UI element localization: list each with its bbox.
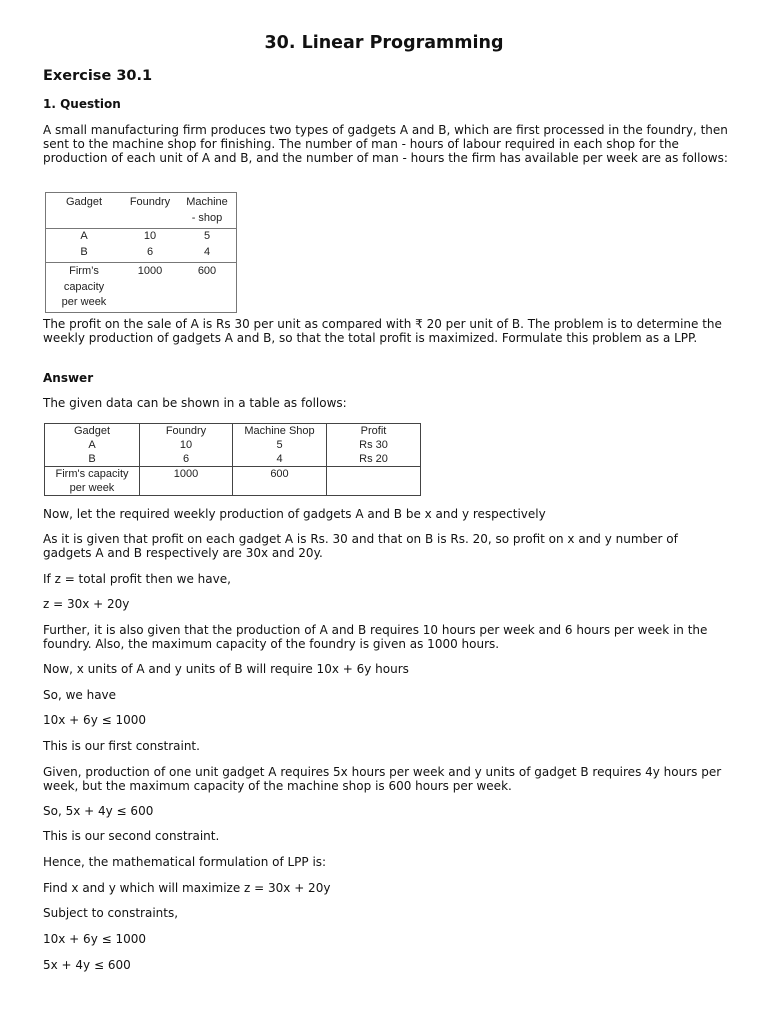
cap-line: capacity bbox=[63, 280, 105, 293]
table-cell: 4 bbox=[203, 245, 211, 258]
answer-equation: 10x + 6y ≤ 1000 bbox=[43, 713, 147, 727]
data-table bbox=[44, 423, 421, 496]
table-row bbox=[46, 263, 237, 313]
table-cell: Rs 30 bbox=[327, 438, 421, 452]
answer-equation: 5x + 4y ≤ 600 bbox=[43, 958, 131, 972]
question-text: A small manufacturing firm produces two types of gadgets A and B, which are first processed in the foundry, then sent to the machine shop for finishing. The number of man - hours of labour required in each shop for the production of each unit of A and B, and the number of man - hours the firm has available per week are as follows: bbox=[43, 123, 728, 165]
exercise-heading: Exercise 30.1 bbox=[43, 68, 153, 84]
table-cell: 4 bbox=[233, 452, 327, 467]
table-cell: 6 bbox=[146, 245, 154, 258]
table-cell: 600 bbox=[233, 467, 327, 496]
table-header-cell bbox=[178, 193, 237, 229]
table-row bbox=[46, 245, 237, 263]
table-header-cell: Gadget bbox=[46, 193, 123, 229]
answer-paragraph: Now, let the required weekly production of gadgets A and B be x and y respectively bbox=[43, 507, 546, 521]
header-line: - shop bbox=[191, 211, 223, 224]
answer-paragraph: Subject to constraints, bbox=[43, 906, 179, 920]
table-row bbox=[45, 438, 421, 452]
table-cell: 5 bbox=[233, 438, 327, 452]
answer-paragraph: Now, x units of A and y units of B will require 10x + 6y hours bbox=[43, 662, 409, 676]
table-header-cell: Foundry bbox=[140, 424, 233, 439]
cap-line: per week bbox=[61, 296, 107, 308]
gadget-hours-table-image bbox=[45, 192, 237, 313]
table-row bbox=[45, 424, 421, 439]
table-cell: A bbox=[45, 438, 140, 452]
table-cell: 10 bbox=[143, 230, 157, 242]
table-cell: B bbox=[80, 245, 88, 258]
cap-line: Firm’s bbox=[69, 265, 99, 277]
cap-line: per week bbox=[69, 482, 115, 494]
answer-paragraph: This is our first constraint. bbox=[43, 739, 200, 753]
answer-paragraph: Hence, the mathematical formulation of LPP is: bbox=[43, 855, 327, 869]
table-cell bbox=[46, 263, 123, 313]
answer-paragraph: Given, production of one unit gadget A requires 5x hours per week and y units of gadget B requires 4y hours per week, but the maximum capacity of the machine shop is 600 hours per week. bbox=[43, 765, 722, 793]
table-cell: 6 bbox=[140, 452, 233, 467]
answer-intro: The given data can be shown in a table as follows: bbox=[43, 396, 347, 410]
cap-line: Firm's capacity bbox=[55, 468, 129, 480]
answer-paragraph: So, we have bbox=[43, 688, 117, 702]
table-cell: 5 bbox=[203, 230, 211, 242]
table-header-cell: Profit bbox=[327, 424, 421, 439]
table-cell: Rs 20 bbox=[327, 452, 421, 467]
page-title: 30. Linear Programming bbox=[264, 33, 504, 53]
table-cell bbox=[327, 467, 421, 496]
table-header-cell: Machine Shop bbox=[233, 424, 327, 439]
table-cell: 10 bbox=[140, 438, 233, 452]
table-row bbox=[46, 193, 237, 229]
table-row bbox=[45, 452, 421, 467]
answer-paragraph: Further, it is also given that the production of A and B requires 10 hours per week and 6 hours per week in the foundry. Also, the maximum capacity of the foundry is given as 1000 hours. bbox=[43, 623, 708, 651]
table-row bbox=[46, 229, 237, 245]
answer-equation: z = 30x + 20y bbox=[43, 597, 130, 611]
answer-equation: So, 5x + 4y ≤ 600 bbox=[43, 804, 154, 818]
answer-paragraph: This is our second constraint. bbox=[43, 829, 220, 843]
question-text-2: The profit on the sale of A is Rs 30 per unit as compared with ₹ 20 per unit of B. The problem is to determine the weekly production of gadgets A and B, so that the total profit is maximized. Formulate this problem as a LPP. bbox=[43, 317, 722, 345]
question-heading: 1. Question bbox=[43, 97, 121, 111]
table-cell: 600 bbox=[178, 263, 237, 313]
answer-paragraph: As it is given that profit on each gadget A is Rs. 30 and that on B is Rs. 20, so profit on x and y number of gadgets A and B respectively are 30x and 20y. bbox=[43, 532, 678, 560]
table-row bbox=[45, 467, 421, 496]
table-header-cell: Gadget bbox=[45, 424, 140, 439]
answer-equation: 10x + 6y ≤ 1000 bbox=[43, 932, 147, 946]
table-cell bbox=[45, 467, 140, 496]
answer-paragraph: If z = total profit then we have, bbox=[43, 572, 231, 586]
table-cell: 1000 bbox=[122, 263, 178, 313]
table-cell: 1000 bbox=[140, 467, 233, 496]
table-header-cell: Foundry bbox=[122, 193, 178, 229]
answer-heading: Answer bbox=[43, 371, 94, 385]
table-cell: B bbox=[45, 452, 140, 467]
header-line: Machine bbox=[186, 196, 228, 208]
table-cell: A bbox=[80, 230, 88, 242]
answer-paragraph: Find x and y which will maximize z = 30x + 20y bbox=[43, 881, 331, 895]
